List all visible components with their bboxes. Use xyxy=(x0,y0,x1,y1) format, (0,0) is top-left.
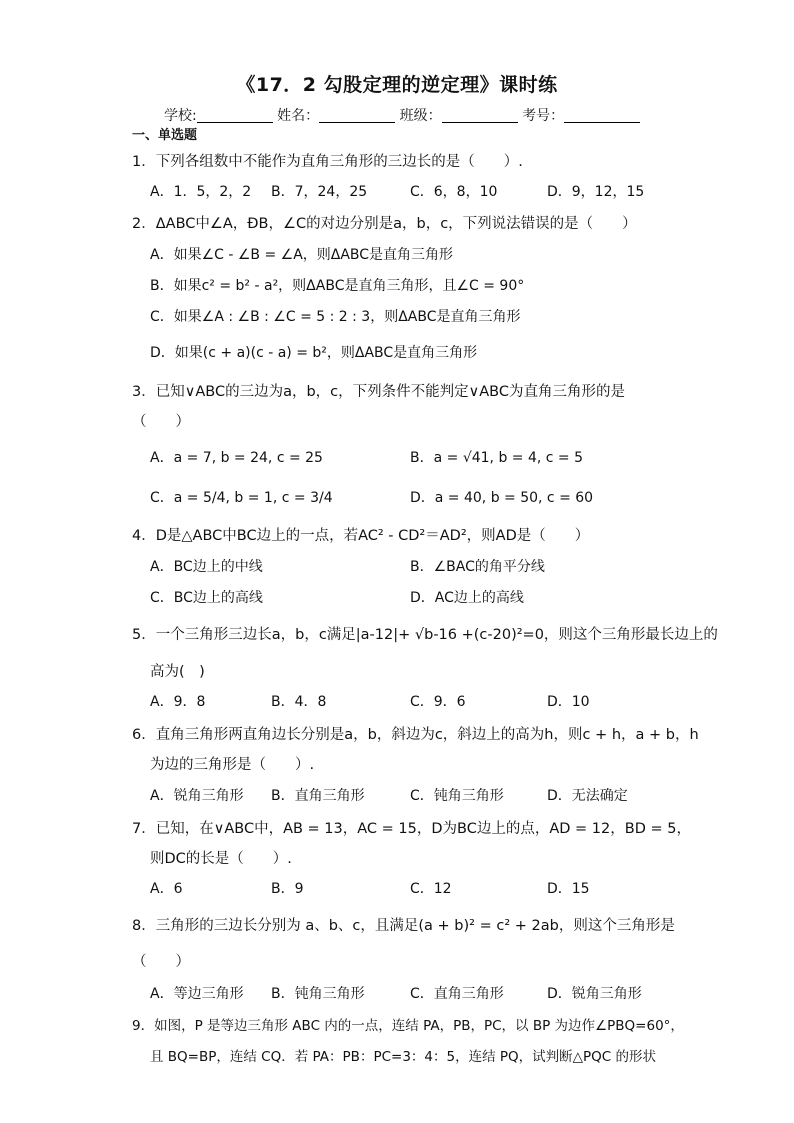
class-label: 班级： xyxy=(399,108,442,124)
question-2-option-b: B．如果c² = b² - a²，则ΔABC是直角三角形，且∠C = 90° xyxy=(150,278,525,294)
question-8-stem-cont: （ ） xyxy=(132,954,190,970)
question-1-option-b: B．7，24，25 xyxy=(271,184,368,200)
question-5-option-c: C．9．6 xyxy=(410,694,466,710)
question-8-option-c: C．直角三角形 xyxy=(410,986,504,1002)
question-2-stem: 2．ΔABC中∠A，ÐB，∠C的对边分别是a，b，c，下列说法错误的是（ ） xyxy=(132,216,637,232)
question-4-option-a: A．BC边上的中线 xyxy=(150,559,263,575)
question-6-option-a: A．锐角三角形 xyxy=(150,788,244,804)
question-8-option-d: D．锐角三角形 xyxy=(547,986,642,1002)
question-3-option-a: A．a = 7, b = 24, c = 25 xyxy=(150,450,323,466)
question-6-option-c: C．钝角三角形 xyxy=(410,788,504,804)
question-7-stem-cont: 则DC的长是（ ）. xyxy=(150,851,292,867)
question-1-option-d: D．9，12，15 xyxy=(547,184,645,200)
exam-no-label: 考号： xyxy=(522,108,565,124)
question-5-stem: 5．一个三角形三边长a，b，c满足|a-12|+ √b-16 +(c-20)²=0，则这个三角形最长边上的 xyxy=(132,627,718,643)
question-4-option-b: B．∠BAC的角平分线 xyxy=(410,559,545,575)
question-7-option-a: A．6 xyxy=(150,881,183,897)
question-5-stem-cont: 高为( ) xyxy=(150,664,205,680)
question-3-option-c: C．a = 5/4, b = 1, c = 3/4 xyxy=(150,490,333,506)
class-blank xyxy=(442,108,518,123)
question-4-stem: 4．D是△ABC中BC边上的一点，若AC² - CD²＝AD²，则AD是（ ） xyxy=(132,528,590,544)
question-2-option-a: A．如果∠C - ∠B = ∠A，则ΔABC是直角三角形 xyxy=(150,247,454,263)
name-blank xyxy=(319,108,395,123)
question-7-option-b: B．9 xyxy=(271,881,304,897)
question-6-option-d: D．无法确定 xyxy=(547,788,628,804)
question-7-option-d: D．15 xyxy=(547,881,590,897)
question-1-option-c: C．6，8，10 xyxy=(410,184,498,200)
question-7-option-c: C．12 xyxy=(410,881,452,897)
section-heading: 一、单选题 xyxy=(132,128,198,143)
question-2-option-d: D．如果(c + a)(c - a) = b²，则ΔABC是直角三角形 xyxy=(150,345,478,361)
question-8-option-b: B．钝角三角形 xyxy=(271,986,365,1002)
name-label: 姓名： xyxy=(277,108,320,124)
question-9-stem: 9．如图，P 是等边三角形 ABC 内的一点，连结 PA，PB，PC，以 BP 为边作∠PBQ=60°， xyxy=(132,1018,684,1034)
question-9-stem-cont: 且 BQ=BP，连结 CQ．若 PA：PB：PC=3：4：5，连结 PQ，试判断△PQC 的形状 xyxy=(150,1049,657,1065)
school-label: 学校: xyxy=(164,108,197,124)
exam-no-blank xyxy=(564,108,640,123)
page-title: 《17．2 勾股定理的逆定理》课时练 xyxy=(236,74,558,96)
question-3-stem: 3．已知∨ABC的三边为a，b，c，下列条件不能判定∨ABC为直角三角形的是 xyxy=(132,384,625,400)
question-6-stem-cont: 为边的三角形是（ ）. xyxy=(150,757,315,773)
question-1-stem: 1．下列各组数中不能作为直角三角形的三边长的是（ ）. xyxy=(132,154,523,170)
question-3-option-d: D．a = 40, b = 50, c = 60 xyxy=(410,490,594,506)
question-6-option-b: B．直角三角形 xyxy=(271,788,365,804)
question-8-option-a: A．等边三角形 xyxy=(150,986,244,1002)
question-3-option-b: B．a = √41, b = 4, c = 5 xyxy=(410,450,584,466)
question-2-option-c: C．如果∠A : ∠B : ∠C = 5 : 2 : 3，则ΔABC是直角三角形 xyxy=(150,309,521,325)
question-5-option-a: A．9．8 xyxy=(150,694,206,710)
question-5-option-d: D．10 xyxy=(547,694,590,710)
question-3-stem-cont: （ ） xyxy=(132,414,190,430)
question-6-stem: 6．直角三角形两直角边长分别是a，b，斜边为c，斜边上的高为h，则c + h，a + b，h xyxy=(132,727,699,743)
question-4-option-d: D．AC边上的高线 xyxy=(410,590,524,606)
question-1-option-a: A．1．5，2，2 xyxy=(150,184,252,200)
school-blank xyxy=(197,108,273,123)
question-8-stem: 8．三角形的三边长分别为 a、b、c，且满足(a + b)² = c² + 2ab，则这个三角形是 xyxy=(132,918,675,934)
question-7-stem: 7．已知，在∨ABC中，AB = 13，AC = 15，D为BC边上的点，AD = 12，BD = 5， xyxy=(132,821,691,837)
question-5-option-b: B．4．8 xyxy=(271,694,327,710)
question-4-option-c: C．BC边上的高线 xyxy=(150,590,263,606)
student-info-line xyxy=(164,105,640,125)
